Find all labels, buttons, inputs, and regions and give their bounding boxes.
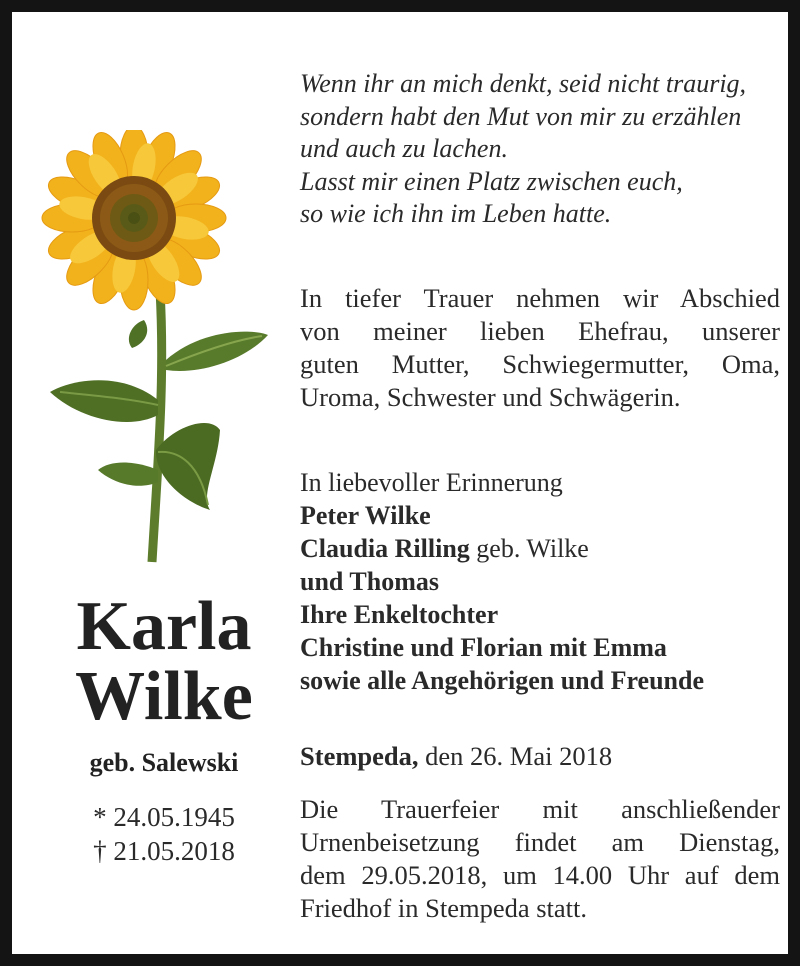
mourning-line: Uroma, Schwester und Schwägerin. [300, 382, 681, 412]
poem-line: so wie ich ihn im Leben hatte. [300, 199, 612, 228]
funeral-line: Urnenbeisetzung findet am Dienstag, [300, 827, 780, 857]
place-date-text: den 26. Mai 2018 [418, 741, 613, 771]
memory-intro: In liebevoller Erinnerung [300, 468, 563, 497]
poem [300, 68, 780, 231]
funeral-line: Friedhof in Stempeda statt. [300, 893, 588, 923]
mourner-name: Ihre Enkeltochter [300, 600, 499, 629]
funeral-info [300, 793, 780, 925]
mourning-line: guten Mutter, Schwiegermutter, Oma, [300, 349, 780, 379]
mourner-name [300, 532, 780, 565]
mourner-name: sowie alle Angehörigen und Freunde [300, 666, 705, 695]
poem-line: Lasst mir einen Platz zwischen euch, [300, 166, 683, 196]
mourner-name-bold: Claudia Rilling [300, 534, 470, 563]
mourner-name: Christine und Florian mit Emma [300, 633, 667, 662]
mourners-list [300, 466, 780, 697]
first-name: Karla [76, 588, 252, 665]
mourner-name-suffix: geb. Wilke [469, 534, 589, 563]
mourning-line: von meiner lieben Ehefrau, unserer [300, 316, 780, 346]
place-town: Stempeda, [300, 741, 419, 771]
mourning-text [300, 282, 780, 414]
mourner-name: und Thomas [300, 567, 439, 596]
birth-date: * 24.05.1945 [93, 802, 235, 832]
poem-line: und auch zu lachen. [300, 134, 508, 163]
poem-line: sondern habt den Mut von mir zu erzählen [300, 101, 742, 131]
place-date [300, 740, 780, 773]
funeral-line: dem 29.05.2018, um 14.00 Uhr auf dem [300, 860, 780, 890]
funeral-line: Die Trauerfeier mit anschließender [300, 794, 780, 824]
mourner-name: Peter Wilke [300, 501, 431, 530]
last-name: Wilke [75, 658, 253, 735]
sunflower-image [40, 130, 275, 565]
death-date: † 21.05.2018 [93, 836, 235, 866]
mourning-line: In tiefer Trauer nehmen wir Abschied [300, 283, 780, 313]
poem-line: Wenn ihr an mich denkt, seid nicht traurig, [300, 69, 747, 98]
maiden-name: geb. Salewski [89, 748, 239, 777]
